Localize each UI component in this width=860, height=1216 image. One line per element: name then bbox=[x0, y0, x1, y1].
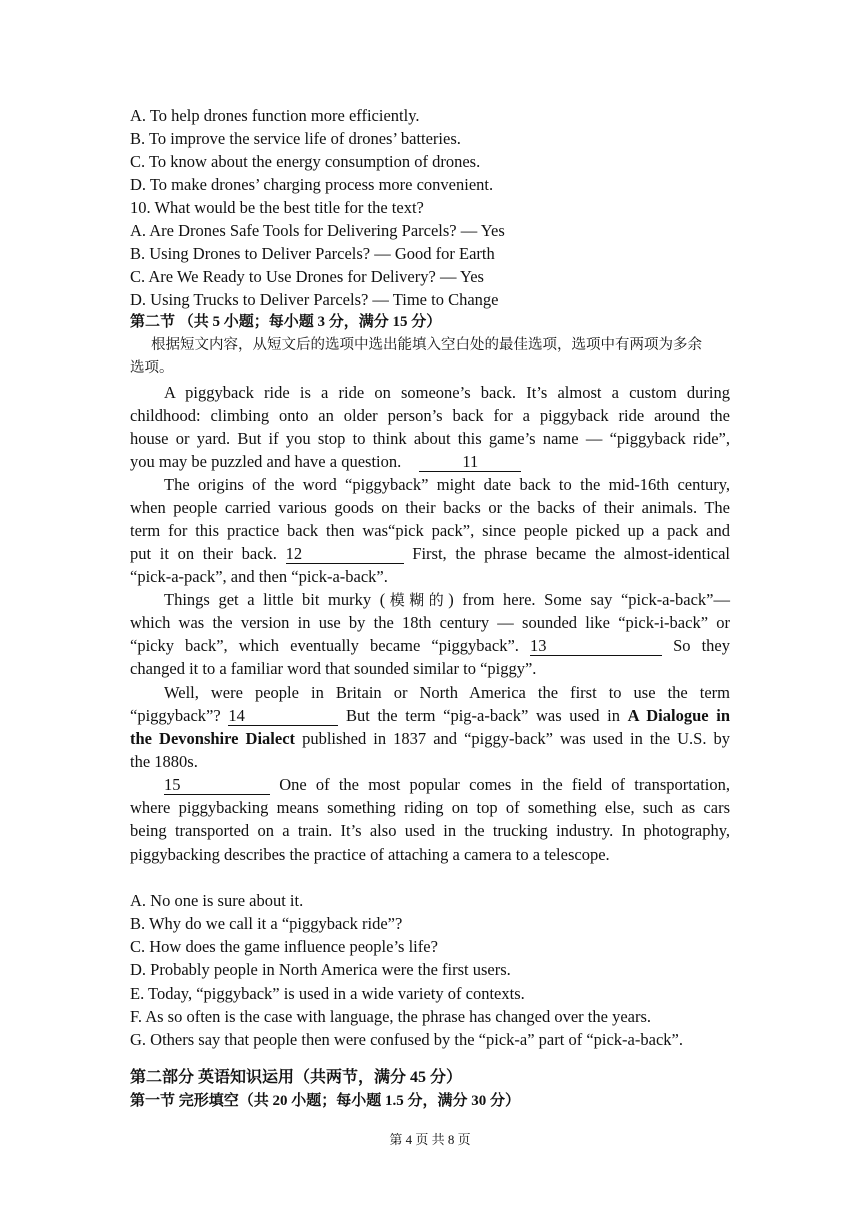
part-2-subheading: 第一节 完形填空（共 20 小题；每小题 1.5 分，满分 30 分） bbox=[130, 1093, 521, 1109]
choice-g: G. Others say that people then were confused by the “pick-a” part of “pick-a-back”. bbox=[130, 1030, 683, 1049]
passage-p1-line3: house or yard. But if you stop to think about this game’s name — “piggyback ride”, bbox=[130, 429, 730, 448]
passage-p4-line3-text: published in 1837 and “piggy-back” was used in the U.S. by bbox=[302, 729, 731, 748]
blank-14[interactable]: 14 bbox=[228, 707, 338, 726]
option-10c: C. Are We Ready to Use Drones for Delivery? — Yes bbox=[130, 267, 484, 286]
passage-p5-line1 bbox=[130, 773, 730, 796]
passage-p3-line3-after: So they bbox=[673, 636, 731, 655]
section-2-heading: 第二节 （共 5 小题；每小题 3 分，满分 15 分） bbox=[130, 314, 442, 330]
passage-p3-gloss: 模糊的 bbox=[385, 591, 449, 609]
blank-13[interactable]: 13 bbox=[530, 637, 662, 656]
choice-b: B. Why do we call it a “piggyback ride”? bbox=[130, 914, 403, 933]
option-9a: A. To help drones function more efficiently. bbox=[130, 106, 420, 125]
passage-p5-line3: being transported on a train. It’s also used in the trucking industry. In photography, bbox=[130, 821, 730, 840]
passage-p4-line2 bbox=[130, 704, 730, 727]
option-9b: B. To improve the service life of drones’ batteries. bbox=[130, 129, 461, 148]
book-title-part1: A Dialogue in bbox=[627, 706, 731, 725]
passage-p3-line3 bbox=[130, 634, 730, 657]
blank-11[interactable]: 11 bbox=[419, 453, 521, 472]
passage-p1-line2: childhood: climbing onto an older person’s back for a piggyback ride around the bbox=[130, 406, 730, 425]
passage-p2-line4-after: First, the phrase became the almost-identical bbox=[412, 544, 731, 563]
blank-15[interactable]: 15 bbox=[164, 776, 270, 795]
option-10a: A. Are Drones Safe Tools for Delivering Parcels? — Yes bbox=[130, 221, 505, 240]
passage-p3-line1-a: Things get a little bit murky ( bbox=[164, 590, 386, 609]
option-9c: C. To know about the energy consumption of drones. bbox=[130, 152, 481, 171]
page-footer: 第 4 页 共 8 页 bbox=[389, 1132, 471, 1147]
passage-p3-line1 bbox=[130, 588, 730, 612]
question-10: 10. What would be the best title for the text? bbox=[130, 198, 424, 217]
passage-p2-line2: when people carried various goods on their backs or the backs of their animals. The bbox=[130, 498, 730, 517]
passage-p3-line2: which was the version in use by the 18th century — sounded like “pick-i-back” or bbox=[130, 613, 730, 632]
choice-e: E. Today, “piggyback” is used in a wide variety of contexts. bbox=[130, 984, 525, 1003]
passage-p5-line1-text: One of the most popular comes in the field of transportation, bbox=[279, 775, 730, 794]
option-10d: D. Using Trucks to Deliver Parcels? — Time to Change bbox=[130, 290, 499, 309]
passage-p4-line1: Well, were people in Britain or North America the first to use the term bbox=[164, 683, 730, 702]
passage-p2-line1: The origins of the word “piggyback” might date back to the mid-16th century, bbox=[164, 475, 730, 494]
blank-12[interactable]: 12 bbox=[286, 545, 404, 564]
passage-p2-line4-text: put it on their back. bbox=[130, 544, 277, 563]
passage-p5-line4: piggybacking describes the practice of attaching a camera to a telescope. bbox=[130, 845, 610, 864]
choice-d: D. Probably people in North America were the first users. bbox=[130, 960, 511, 979]
passage-p4-line4: the 1880s. bbox=[130, 752, 198, 771]
passage-p3-line1-b: ) from here. Some say “pick-a-back”— bbox=[448, 590, 730, 609]
passage-p4-line3 bbox=[130, 727, 730, 750]
passage-p2-line4 bbox=[130, 542, 730, 565]
option-10b: B. Using Drones to Deliver Parcels? — Good for Earth bbox=[130, 244, 495, 263]
passage-p2-line5: “pick-a-pack”, and then “pick-a-back”. bbox=[130, 567, 388, 586]
passage-p2-line3: term for this practice back then was“pick pack”, since people picked up a pack and bbox=[130, 521, 730, 540]
option-9d: D. To make drones’ charging process more convenient. bbox=[130, 175, 494, 194]
passage-p1-line1: A piggyback ride is a ride on someone’s back. It’s almost a custom during bbox=[164, 383, 730, 402]
section-2-instruction-line2: 选项。 bbox=[130, 360, 174, 376]
passage-p4-line2-after: But the term “pig-a-back” was used in bbox=[345, 706, 620, 725]
passage-p1-line4 bbox=[130, 450, 730, 473]
choice-f: F. As so often is the case with language, the phrase has changed over the years. bbox=[130, 1007, 652, 1026]
passage-p3-line3-text: “picky back”, which eventually became “piggyback”. bbox=[130, 636, 519, 655]
section-2-instruction-line1: 根据短文内容，从短文后的选项中选出能填入空白处的最佳选项，选项中有两项为多余 bbox=[151, 337, 702, 353]
choice-a: A. No one is sure about it. bbox=[130, 891, 304, 910]
part-2-heading: 第二部分 英语知识运用（共两节，满分 45 分） bbox=[130, 1069, 463, 1086]
book-title-part2: the Devonshire Dialect bbox=[130, 729, 296, 748]
passage-p1-line4-text: you may be puzzled and have a question. bbox=[130, 452, 402, 471]
passage-p3-line4: changed it to a familiar word that sounded similar to “piggy”. bbox=[130, 659, 537, 678]
passage-p4-line2-text: “piggyback”? bbox=[130, 706, 221, 725]
choice-c: C. How does the game influence people’s life? bbox=[130, 937, 438, 956]
passage-p5-line2: where piggybacking means something riding on top of something else, such as cars bbox=[130, 798, 730, 817]
